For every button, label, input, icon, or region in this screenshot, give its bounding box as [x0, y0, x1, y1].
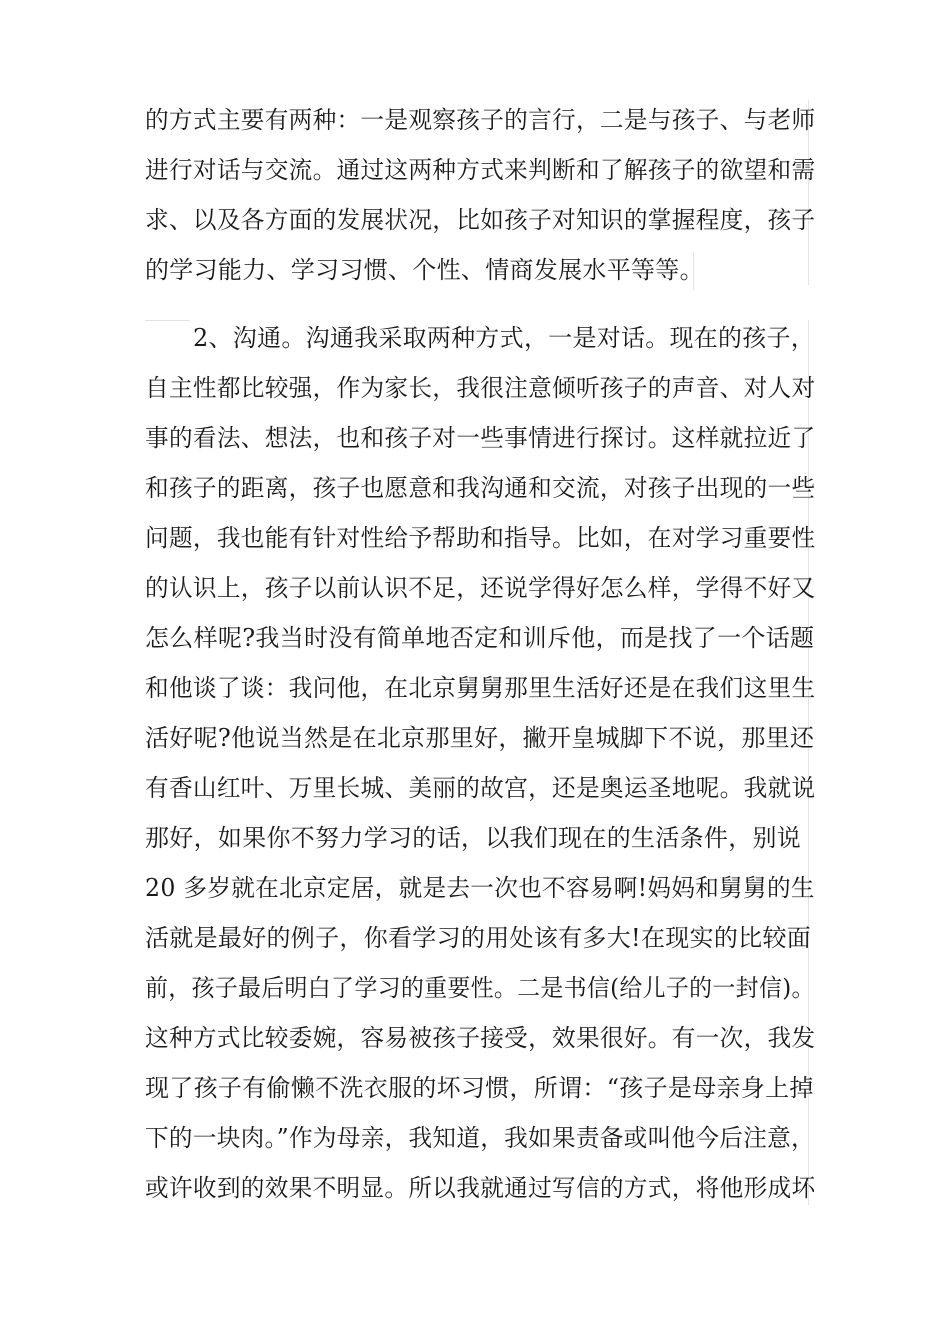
- text-line: 那好，如果你不努力学习的话，以我们现在的生活条件，别说: [145, 824, 802, 852]
- text-line: 和孩子的距离，孩子也愿意和我沟通和交流，对孩子出现的一些: [145, 474, 816, 502]
- text-line: 怎么样呢?我当时没有简单地否定和训斥他，而是找了一个话题: [145, 624, 815, 652]
- text-line: 活好呢?他说当然是在北京那里好，撇开皇城脚下不说，那里还: [145, 724, 815, 752]
- text-line: 的学习能力、学习习惯、个性、情商发展水平等等。: [145, 256, 704, 284]
- text-line: 的方式主要有两种：一是观察孩子的言行，二是与孩子、与老师: [145, 106, 816, 134]
- text-box-guide: [145, 320, 190, 321]
- text-line: 进行对话与交流。通过这两种方式来判断和了解孩子的欲望和需: [145, 156, 816, 184]
- text-line: 的认识上，孩子以前认识不足，还说学得好怎么样，学得不好又: [145, 574, 816, 602]
- text-line: 这种方式比较委婉，容易被孩子接受，效果很好。有一次，我发: [145, 1024, 816, 1052]
- text-line: 自主性都比较强，作为家长，我很注意倾听孩子的声音、对人对: [145, 374, 816, 402]
- text-line: 事的看法、想法，也和孩子对一些事情进行探讨。这样就拉近了: [145, 424, 816, 452]
- text-line: 前，孩子最后明白了学习的重要性。二是书信(给儿子的一封信)。: [145, 974, 815, 1002]
- text-line: 活就是最好的例子，你看学习的用处该有多大!在现实的比较面: [145, 924, 812, 952]
- text-line: 和他谈了谈：我问他，在北京舅舅那里生活好还是在我们这里生: [145, 674, 816, 702]
- text-line: 求、以及各方面的发展状况，比如孩子对知识的掌握程度，孩子: [145, 206, 816, 234]
- text-line: 2、沟通。沟通我采取两种方式，一是对话。现在的孩子，: [193, 324, 816, 352]
- text-line: 下的一块肉。”作为母亲，我知道，我如果责备或叫他今后注意，: [145, 1124, 815, 1152]
- text-line: 20 多岁就在北京定居，就是去一次也不容易啊!妈妈和舅舅的生: [145, 874, 815, 902]
- text-line: 现了孩子有偷懒不洗衣服的坏习惯，所谓：“孩子是母亲身上掉: [145, 1074, 814, 1102]
- text-line: 问题，我也能有针对性给予帮助和指导。比如，在对学习重要性: [145, 524, 816, 552]
- text-line: 有香山红叶、万里长城、美丽的故宫，还是奥运圣地呢。我就说: [145, 774, 816, 802]
- text-line: 或许收到的效果不明显。所以我就通过写信的方式，将他形成坏: [145, 1174, 816, 1202]
